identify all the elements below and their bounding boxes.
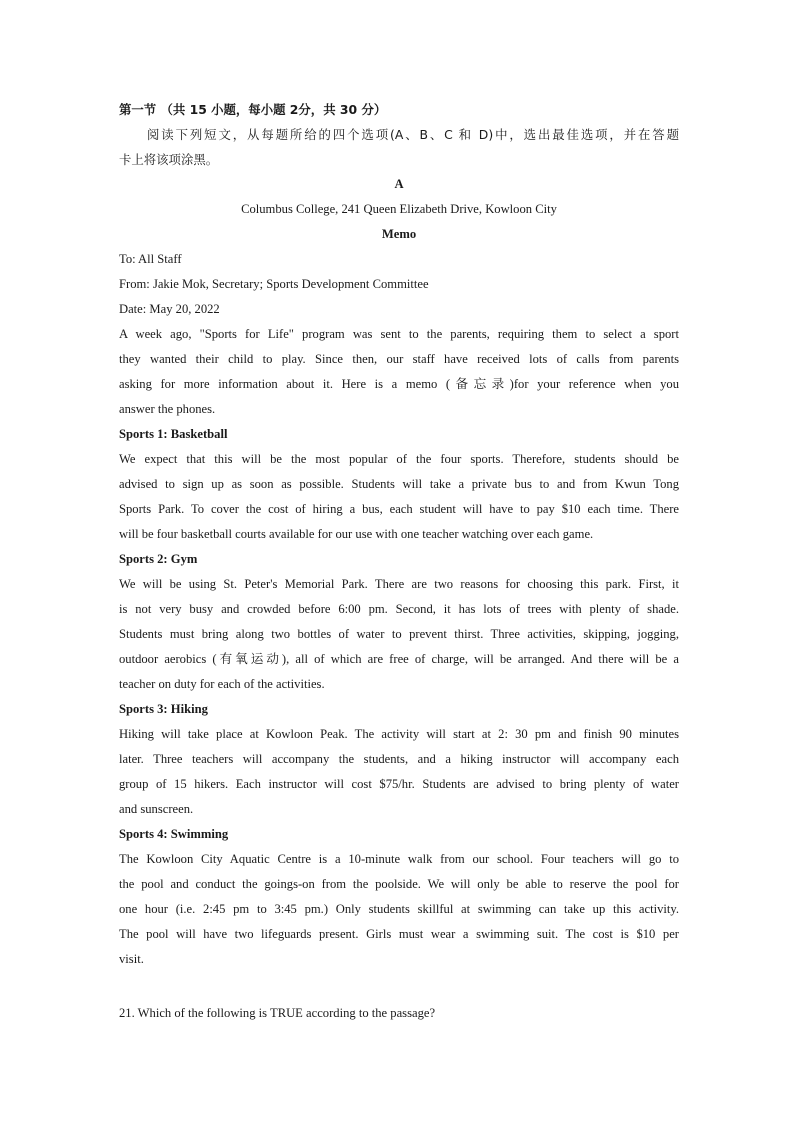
- question-21: 21. Which of the following is TRUE according to the passage?: [119, 1006, 436, 1020]
- instruction-line-1: 阅读下列短文，从每题所给的四个选项(A、B、C 和 D)中，选出最佳选项，并在答题: [147, 127, 679, 142]
- basketball-line: will be four basketball courts available for our use with one teacher watching over each game.: [119, 527, 594, 541]
- passage-label: A: [394, 177, 404, 191]
- intro-line: asking for more information about it. Here is a memo (备忘录)for your reference when you: [119, 377, 679, 391]
- intro-line: they wanted their child to play. Since then, our staff have received lots of calls from parents: [119, 352, 679, 366]
- sport-heading-hiking: Sports 3: Hiking: [119, 702, 208, 716]
- hiking-line: Hiking will take place at Kowloon Peak. The activity will start at 2: 30 pm and finish 90 minutes: [119, 727, 679, 741]
- school-address: Columbus College, 241 Queen Elizabeth Drive, Kowloon City: [241, 202, 557, 216]
- section-title: 第一节 （共 15 小题，每小题 2分，共 30 分）: [119, 102, 387, 117]
- swimming-line: the pool and conduct the goings-on from the poolside. We will only be able to reserve the pool for: [119, 877, 679, 891]
- intro-line: answer the phones.: [119, 402, 216, 416]
- basketball-line: We expect that this will be the most popular of the four sports. Therefore, students should be: [119, 452, 679, 466]
- sport-heading-basketball: Sports 1: Basketball: [119, 427, 228, 441]
- hiking-line: later. Three teachers will accompany the students, and a hiking instructor will accompany each: [119, 752, 679, 766]
- basketball-line: advised to sign up as soon as possible. Students will take a private bus to and from Kwun Tong: [119, 477, 679, 491]
- gym-line: is not very busy and crowded before 6:00 pm. Second, it has lots of trees with plenty of shade.: [119, 602, 679, 616]
- gym-line: Students must bring along two bottles of water to prevent thirst. Three activities, skipping, jogging,: [119, 627, 679, 641]
- swimming-line: The Kowloon City Aquatic Centre is a 10-minute walk from our school. Four teachers will go to: [119, 852, 679, 866]
- gym-line: We will be using St. Peter's Memorial Park. There are two reasons for choosing this park. First, it: [119, 577, 679, 591]
- intro-line: A week ago, "Sports for Life" program was sent to the parents, requiring them to select a sport: [119, 327, 679, 341]
- hiking-line: and sunscreen.: [119, 802, 194, 816]
- swimming-line: one hour (i.e. 2:45 pm to 3:45 pm.) Only students skillful at swimming can take up this activity.: [119, 902, 679, 916]
- swimming-line: The pool will have two lifeguards present. Girls must wear a swimming suit. The cost is $10 per: [119, 927, 679, 941]
- sport-heading-swimming: Sports 4: Swimming: [119, 827, 229, 841]
- memo-from: From: Jakie Mok, Secretary; Sports Development Committee: [119, 277, 429, 291]
- instruction-line-2: 卡上将该项涂黑。: [119, 152, 219, 167]
- memo-to: To: All Staff: [119, 252, 182, 266]
- spacer: [119, 972, 679, 1001]
- document-page: [119, 97, 679, 1026]
- gym-line: teacher on duty for each of the activities.: [119, 677, 325, 691]
- gym-line: outdoor aerobics (有氧运动), all of which are free of charge, will be arranged. And there will be a: [119, 652, 679, 666]
- memo-date: Date: May 20, 2022: [119, 302, 220, 316]
- sport-heading-gym: Sports 2: Gym: [119, 552, 198, 566]
- memo-title: Memo: [381, 227, 417, 241]
- swimming-line: visit.: [119, 952, 144, 966]
- hiking-line: group of 15 hikers. Each instructor will cost $75/hr. Students are advised to bring plenty of water: [119, 777, 679, 791]
- basketball-line: Sports Park. To cover the cost of hiring a bus, each student will have to pay $10 each time. There: [119, 502, 679, 516]
